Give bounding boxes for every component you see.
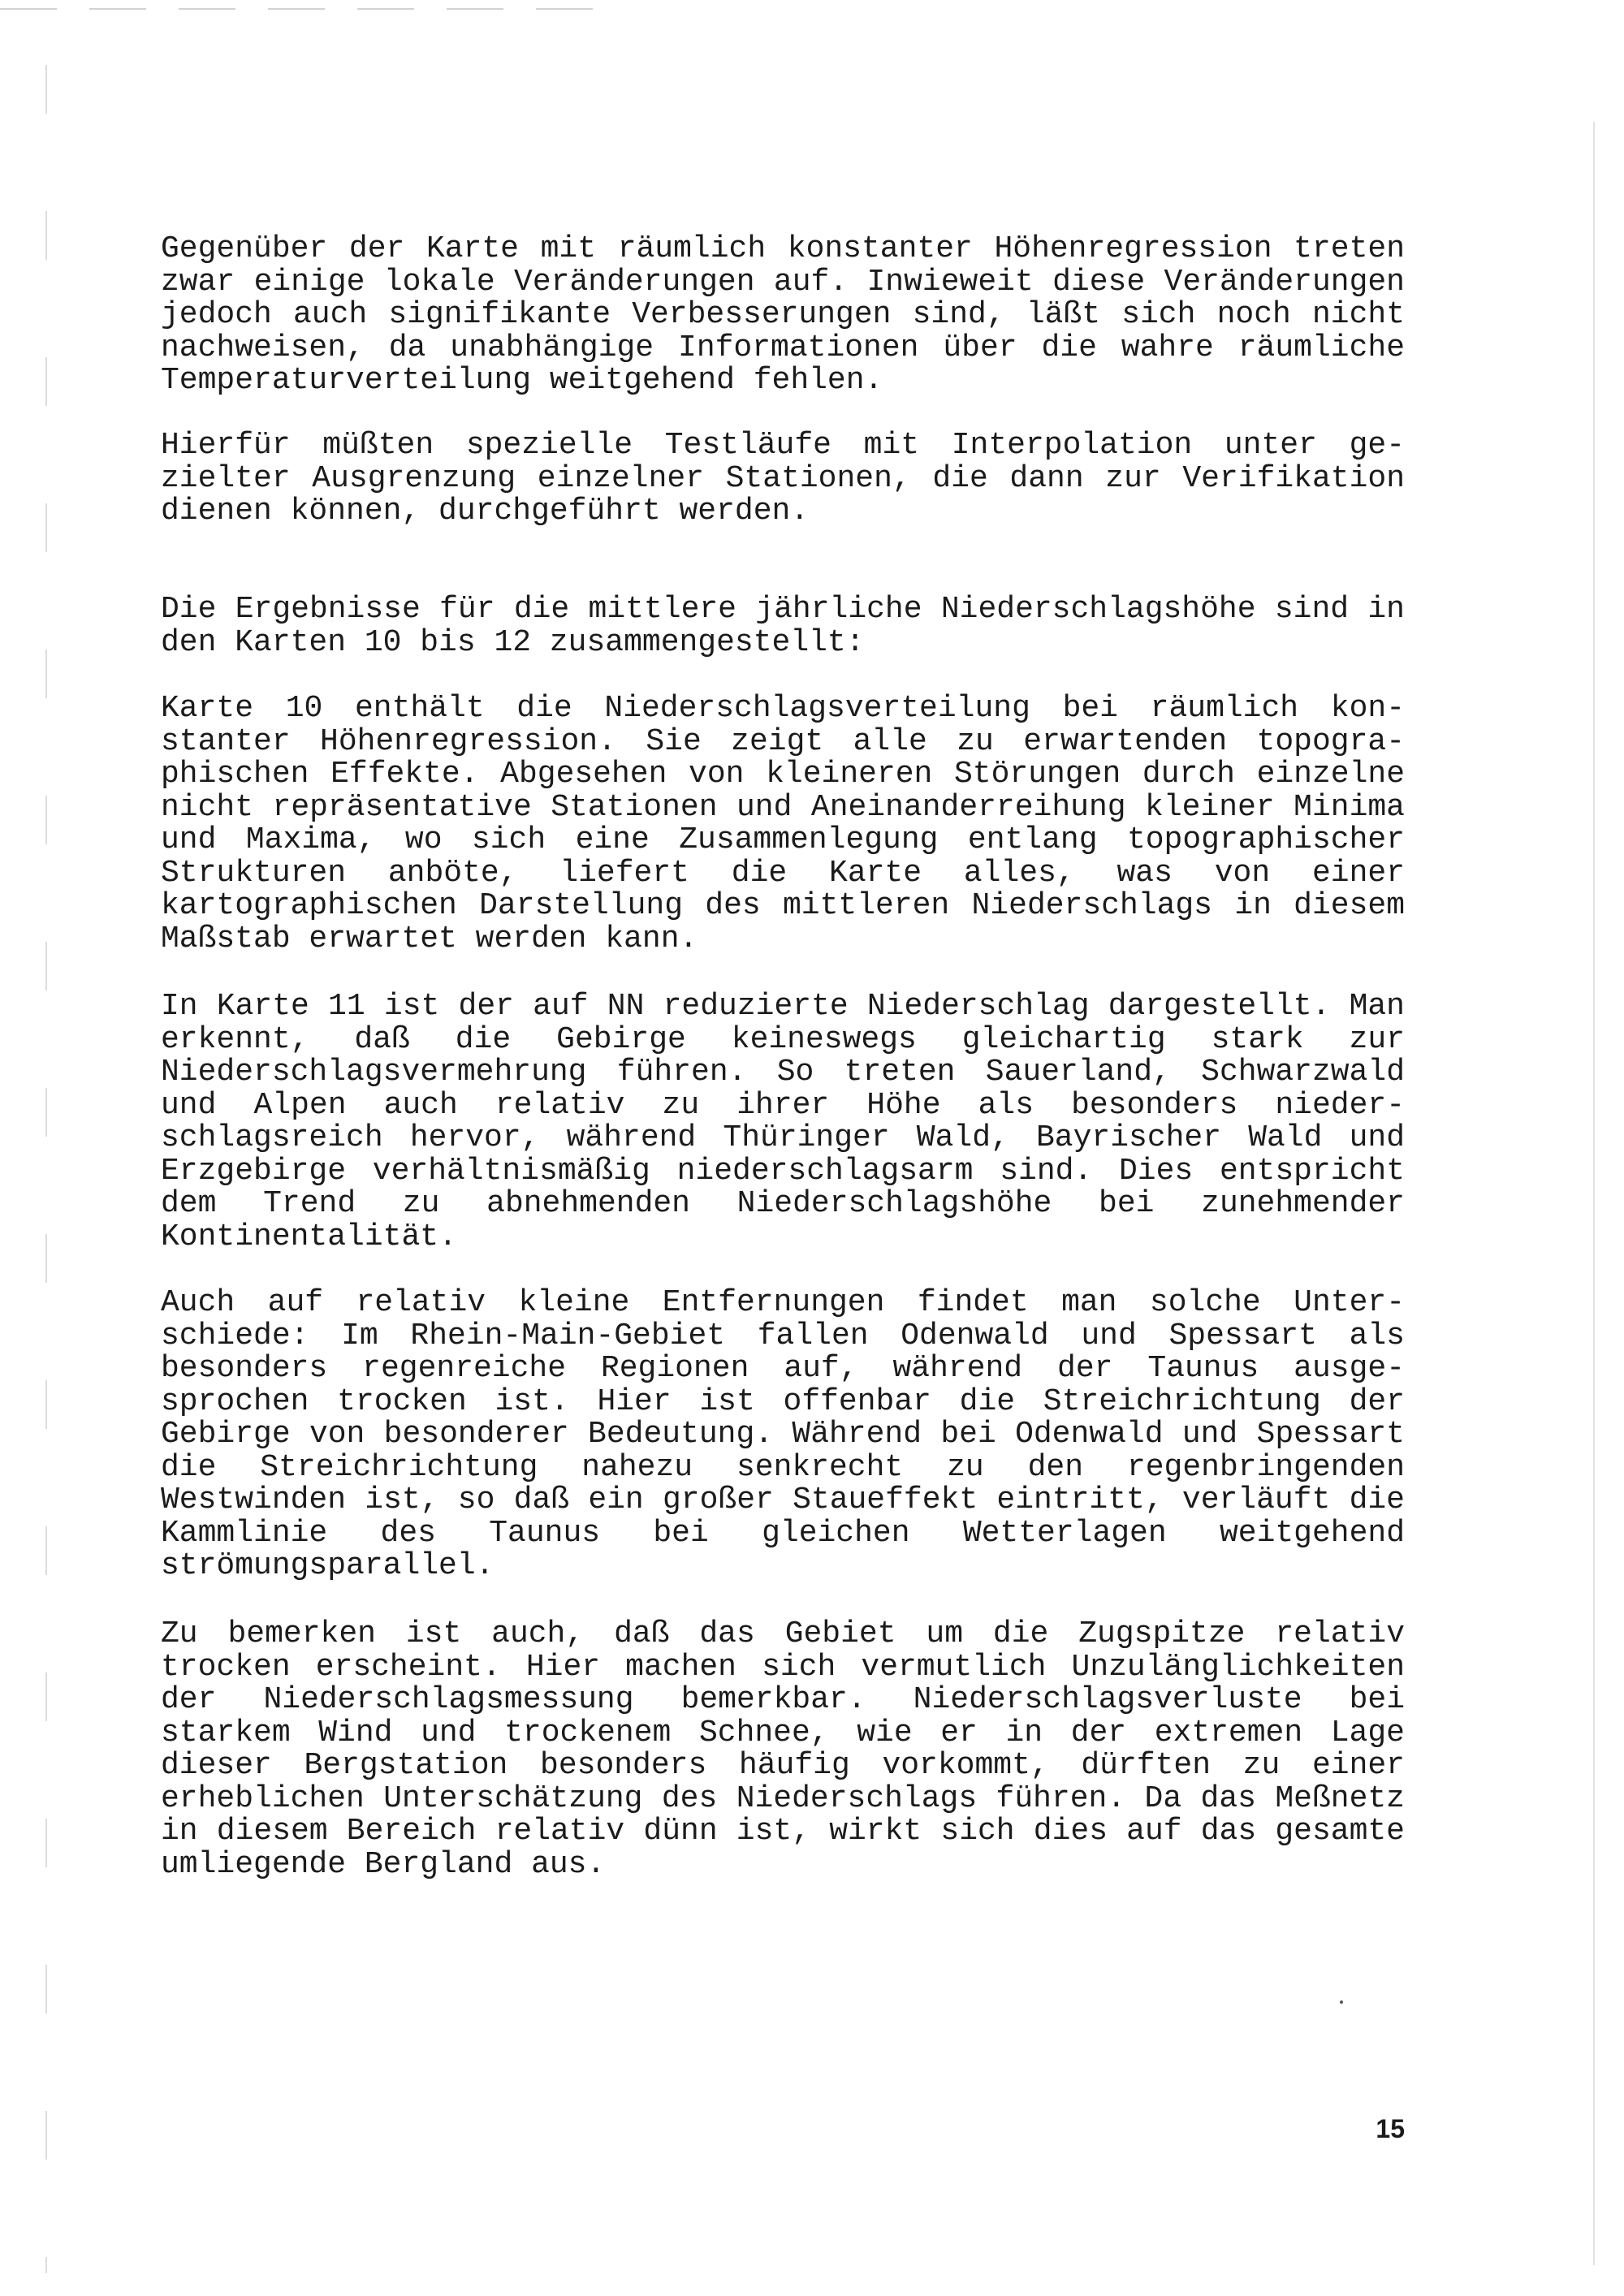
scan-artifact-top: [0, 8, 617, 10]
paragraph-zugspitze: Zu bemerken ist auch, daß das Gebiet um die Zugspitze relativ trocken erscheint. Hier machen sich vermutlich Unzulänglichkeiten der Niederschlagsmessung bemerkbar. Niederschlagsverluste bei starkem Wind und trockenem Schnee, wie er in der extremen Lage dieser Bergstation besonders häufig vorkommt, dürften zu einer erheblichen Unterschätzung des Niederschlags führen. Da das Meßnetz in diesem Bereich relativ dünn ist, wirkt sich dies auf das gesamte umliegende Bergland aus.: [161, 1616, 1405, 1882]
paragraph-rhein-main: Auch auf relativ kleine Entfernungen findet man solche Unterschiede: Im Rhein-Main-Gebiet fallen Odenwald und Spessart als besonders regenreiche Regionen auf, während der Taunus ausgesprochen trocken ist. Hier ist offenbar die Streichrichtung der Gebirge von besonderer Bedeutung. Während bei Odenwald und Spessart die Streichrichtung nahezu senkrecht zu den regenbringenden Westwinden ist, so daß ein großer Staueffekt eintritt, verläuft die Kammlinie des Taunus bei gleichen Wetterlagen weitgehend strömungsparallel.: [161, 1285, 1405, 1583]
paragraph-precipitation-results: Die Ergebnisse für die mittlere jährliche Niederschlagshöhe sind in den Karten 10 bis 12 zusammengestellt:: [161, 592, 1405, 660]
scan-speck: [1340, 2000, 1343, 2004]
paragraph-map-10: Karte 10 enthält die Niederschlagsverteilung bei räumlich konstanter Höhenregression. Sie zeigt alle zu erwartenden topographischen Effekte. Abgesehen von kleineren Störungen durch einzelne nicht repräsentative Stationen und Aneinanderreihung kleiner Minima und Maxima, wo sich eine Zusammenlegung entlang topographischer Strukturen anböte, liefert die Karte alles, was von einer kartographischen Darstellung des mittleren Niederschlags in diesem Maßstab erwartet werden kann.: [161, 691, 1405, 956]
scan-artifact-left: [45, 65, 47, 2273]
page-number: 15: [1376, 2114, 1405, 2143]
paragraph-map-11: In Karte 11 ist der auf NN reduzierte Niederschlag dargestellt. Man erkennt, daß die Gebirge keineswegs gleichartig stark zur Niederschlagsvermehrung führen. So treten Sauerland, Schwarzwald und Alpen auch relativ zu ihrer Höhe als besonders niederschlagsreich hervor, während Thüringer Wald, Bayrischer Wald und Erzgebirge verhältnismäßig niederschlagsarm sind. Dies entspricht dem Trend zu abnehmenden Niederschlagshöhe bei zunehmender Kontinentalität.: [161, 989, 1405, 1254]
paragraph-temperature-regression: Gegenüber der Karte mit räumlich konstanter Höhenregression treten zwar einige lokale Veränderungen auf. Inwieweit diese Veränderungen jedoch auch signifikante Verbesserungen sind, läßt sich noch nicht nachweisen, da unabhängige Informationen über die wahre räumliche Temperaturverteilung weitgehend fehlen.: [161, 231, 1405, 398]
paragraph-test-runs: Hierfür müßten spezielle Testläufe mit Interpolation unter gezielter Ausgrenzung einzelner Stationen, die dann zur Verifikation dienen können, durchgeführt werden.: [161, 428, 1405, 529]
scan-artifact-right: [1593, 122, 1595, 2265]
